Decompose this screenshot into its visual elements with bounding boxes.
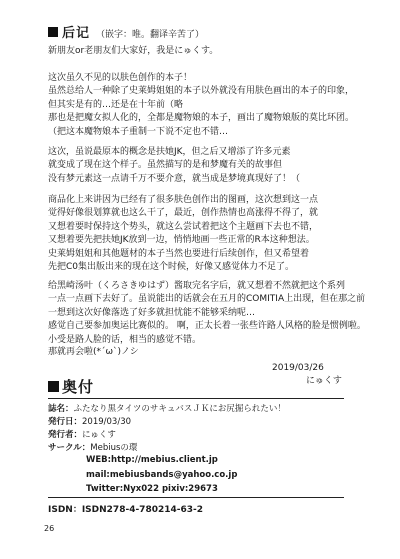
row-value: にゅくす	[82, 430, 116, 440]
social-links: Twitter:Nyx022 pixiv:29673	[86, 484, 218, 494]
text-line: 新朋友or老朋友们大家好，我是にゅくす。	[48, 46, 219, 56]
colophon-row-date	[48, 416, 131, 428]
row-label: サークル：	[48, 443, 91, 453]
text-line: 虽然总给人一种除了史莱姆姐姐的本子以外就没有用肤色画出的本子的印象，	[48, 86, 355, 97]
mail-link[interactable]: mail:mebiusbands@yahoo.co.jp	[86, 469, 238, 480]
text-line: 又想着要先把扶她JK放到一边，悄悄地画一些正常的R本这种想法。	[48, 235, 315, 246]
text-line: 这次虽久不见的以肤色创作的本子！	[48, 73, 193, 83]
text-line: 没有梦元素这一点请千万不要介意，就当成是梦境真现好了！（	[48, 173, 301, 184]
row-value: 2019/03/30	[82, 417, 132, 427]
typesetter-note: （嵌字：唯。翻译辛苦了）	[96, 30, 205, 40]
row-label: 発行者：	[48, 430, 83, 440]
square-bullet-icon	[48, 27, 58, 37]
row-value: ふたなり黒タイツのサキュバスＪＫにお尻掘られたい！	[73, 404, 286, 414]
text-line: 给黑崎汤叶（くろさきゆはず）酱取完名字后，就又想着不然就把这个系列	[48, 281, 346, 291]
square-bullet-icon	[48, 381, 59, 392]
paragraph-skin-color	[48, 72, 368, 139]
text-line: 一点一点画下去好了。虽说能出的话就会在五月的COMITIA上出现，但在那之前	[48, 294, 366, 305]
page-number: 26	[44, 524, 55, 533]
isbn-line: ISDN：ISDN278-4-780214-63-2	[48, 505, 204, 515]
text-line: 但其实是有的…还是在十年前（略	[48, 99, 184, 110]
paragraph-farewell	[48, 346, 368, 359]
text-line: 又想着要时保持这个势头，就这么尝试着把这个主题画下去也不错，	[48, 221, 319, 232]
text-line: 这次，虽说最原本的概念是扶她JK，但之后又增添了许多元素	[48, 147, 291, 157]
text-line: （把这本魔物娘本子重制一下说不定也不错…	[48, 126, 229, 137]
text-line: 小受是路人脸的话，相当的感觉不错。	[48, 334, 202, 345]
contact-block	[86, 453, 237, 497]
colophon-row-publisher	[48, 429, 116, 441]
text-line: 商品化上来讲因为已经有了很多肤色创作出的图画，这次想到这一点	[48, 195, 319, 205]
colophon-title: 奥付	[62, 378, 95, 396]
afterword-date: 2019/03/26	[272, 363, 324, 373]
row-label: 誌名：	[48, 404, 74, 414]
afterword-author: にゅくす	[306, 376, 342, 386]
divider	[48, 398, 344, 399]
paragraph-plans	[48, 194, 368, 274]
afterword-title: 后记	[62, 26, 91, 41]
paragraph-greeting	[48, 45, 368, 58]
colophon-header	[48, 376, 94, 397]
text-line: 那也是把魔女拟人化的，全都是魔物娘的本子，画出了魔物娘版的莫比环团。	[48, 113, 355, 124]
text-line: 一想到这次好像落选了好多就担忧能不能够采纳呢…	[48, 307, 256, 318]
row-value: Mebiusの環	[90, 443, 138, 453]
afterword-header	[48, 22, 204, 41]
divider	[48, 497, 344, 498]
text-line: 就变成了现在这个样子。虽然描写的是和梦魔有关的故事但	[48, 160, 283, 171]
text-line: 先把C0集出版出来的现在这个时候，好像又感觉体力不足了。	[48, 261, 295, 272]
text-line: 史莱姆姐姐和其他题材的本子当然也要进行后续创作，但又希望着	[48, 248, 310, 259]
text-line: 感觉自己要参加奥运比赛似的。 啊，正太长着一张些许路人风格的脸是惯例啦。	[48, 321, 366, 332]
paragraph-series	[48, 280, 368, 347]
paragraph-concept	[48, 146, 368, 186]
text-line: 那就再会啦(*´ω`)ノシ	[48, 347, 139, 357]
text-line: 觉得好像很划算就也这么干了，最近，创作热情也高涨得不得了，就	[48, 208, 319, 219]
colophon-row-title	[48, 403, 286, 415]
row-label: 発行日：	[48, 417, 83, 427]
web-link[interactable]: WEB:http://mebius.client.jp	[86, 455, 218, 465]
